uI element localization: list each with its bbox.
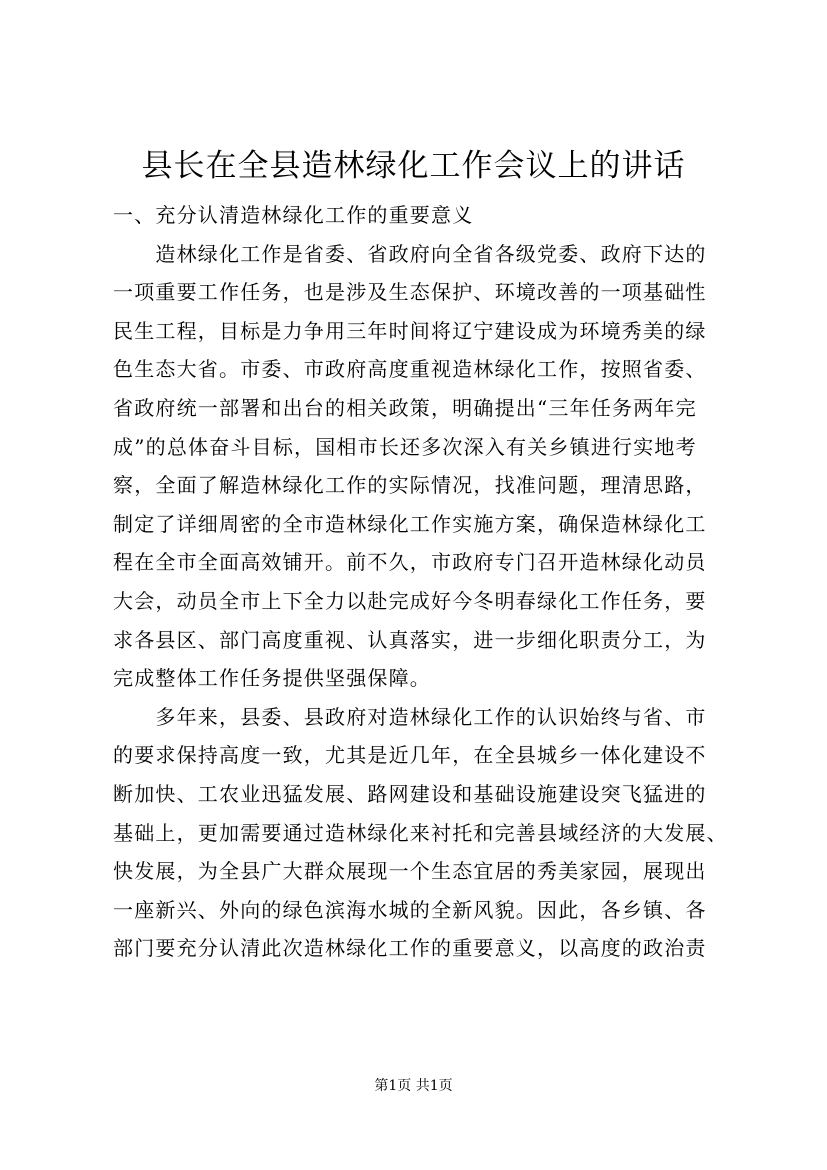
paragraph-line: 察，全面了解造林绿化工作的实际情况，找准问题，理清思路，: [113, 473, 707, 498]
paragraph-line: 多年来，县委、县政府对造林绿化工作的认识始终与省、市: [113, 704, 707, 729]
paragraph-line: 基础上，更加需要通过造林绿化来衬托和完善县域经济的大发展、: [113, 820, 728, 845]
paragraph-line: 断加快、工农业迅猛发展、路网建设和基础设施建设突飞猛进的: [113, 781, 707, 806]
paragraph-line: 造林绿化工作是省委、省政府向全省各级党委、政府下达的: [113, 241, 707, 266]
paragraph-line: 民生工程，目标是力争用三年时间将辽宁建设成为环境秀美的绿: [113, 318, 707, 343]
paragraph-line: 一项重要工作任务，也是涉及生态保护、环境改善的一项基础性: [113, 280, 707, 305]
document-body: [113, 196, 738, 968]
paragraph-line: 制定了详细周密的全市造林绿化工作实施方案，确保造林绿化工: [113, 511, 707, 536]
paragraph-line: 的要求保持高度一致，尤其是近几年，在全县城乡一体化建设不: [113, 743, 707, 768]
paragraph-line: 大会，动员全市上下全力以赴完成好今冬明春绿化工作任务，要: [113, 588, 707, 613]
paragraph-line: 程在全市全面高效铺开。前不久，市政府专门召开造林绿化动员: [113, 550, 707, 575]
paragraph-line: 色生态大省。市委、市政府高度重视造林绿化工作，按照省委、: [113, 357, 707, 382]
paragraph-line: 省政府统一部署和出台的相关政策，明确提出“三年任务两年完: [113, 395, 697, 420]
page-footer: 第1页 共1页: [374, 1078, 453, 1094]
paragraph-line: 完成整体工作任务提供坚强保障。: [113, 666, 431, 691]
paragraph-line: 一座新兴、外向的绿色滨海水城的全新风貌。因此，各乡镇、各: [113, 897, 707, 922]
section-heading: 一、充分认清造林绿化工作的重要意义: [113, 203, 474, 227]
document-title: 县长在全县造林绿化工作会议上的讲话: [141, 148, 686, 184]
paragraph-line: 部门要充分认清此次造林绿化工作的重要意义，以高度的政治责: [113, 936, 707, 961]
paragraph-line: 求各县区、部门高度重视、认真落实，进一步细化职责分工，为: [113, 627, 707, 652]
paragraph-line: 成”的总体奋斗目标，国相市长还多次深入有关乡镇进行实地考: [113, 434, 697, 459]
paragraph-line: 快发展，为全县广大群众展现一个生态宜居的秀美家园，展现出: [113, 859, 707, 884]
